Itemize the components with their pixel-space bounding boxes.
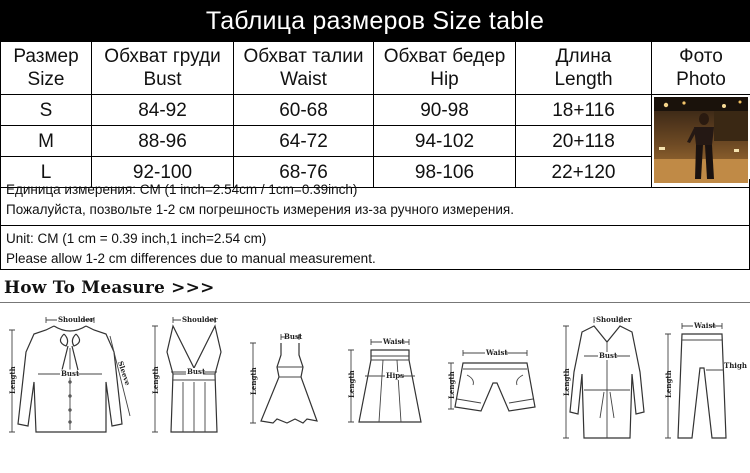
table-row: [1, 126, 750, 157]
unit-note-ru: Единица измерения: CM (1 inch=2.54cm / 1cm=0.39inch): [6, 182, 358, 197]
shoulder-label: Shoulder: [182, 315, 218, 324]
unit-note-en: Unit: CM (1 cm = 0.39 inch,1 inch=2.54 cm): [6, 231, 267, 246]
cell-hip: 90-98: [374, 95, 516, 126]
waist-label: Waist: [694, 321, 716, 330]
cell-hip: 94-102: [374, 126, 516, 157]
cell-size: M: [1, 126, 92, 157]
trousers-icon: [660, 318, 745, 448]
bust-label: Bust: [284, 332, 303, 341]
tolerance-note-ru: Пожалуйста, позвольте 1-2 см погрешность измерения из-за ручного измерения.: [6, 202, 514, 217]
hips-label: Hips: [386, 371, 405, 380]
tolerance-note-en: Please allow 1-2 cm differences due to manual measurement.: [6, 251, 376, 266]
header-photo: Фото Photo: [652, 42, 750, 95]
table-header-row: [1, 42, 750, 95]
shorts-icon: [445, 335, 545, 430]
skirt-icon: [343, 330, 433, 440]
cell-bust: 84-92: [92, 95, 234, 126]
cell-bust: 88-96: [92, 126, 234, 157]
blouse-icon: [6, 312, 136, 442]
cell-hip: 98-106: [374, 157, 516, 188]
model-photo-image: [654, 97, 748, 183]
divider: [0, 302, 750, 303]
coat-icon: [560, 312, 655, 447]
dress-icon: [247, 325, 332, 440]
tank-top-icon: [143, 312, 238, 442]
cell-length: 22+120: [516, 157, 652, 188]
header-length: Длина Length: [516, 42, 652, 95]
length-label: Length: [151, 366, 160, 394]
table-row: [1, 95, 750, 126]
header-bust: Обхват груди Bust: [92, 42, 234, 95]
length-label: Length: [249, 367, 258, 395]
shoulder-label: Shoulder: [58, 315, 94, 324]
how-to-measure-heading: How To Measure >>>: [4, 278, 215, 298]
bust-label: Bust: [187, 367, 206, 376]
page-title: Таблица размеров Size table: [0, 0, 750, 41]
product-photo: [652, 95, 750, 188]
length-label: Length: [447, 371, 456, 399]
cell-waist: 68-76: [234, 157, 374, 188]
length-label: Length: [562, 368, 571, 396]
waist-label: Waist: [486, 348, 508, 357]
notes-russian: [0, 179, 750, 226]
cell-waist: 60-68: [234, 95, 374, 126]
bust-label: Bust: [599, 351, 618, 360]
header-waist: Обхват талии Waist: [234, 42, 374, 95]
waist-label: Waist: [383, 337, 405, 346]
sleeve-label: Sleeve: [116, 359, 133, 387]
thigh-label: Thigh: [724, 361, 747, 370]
cell-length: 18+116: [516, 95, 652, 126]
length-label: Length: [347, 370, 356, 398]
length-label: Length: [8, 366, 17, 394]
cell-bust: 92-100: [92, 157, 234, 188]
cell-length: 20+118: [516, 126, 652, 157]
size-table: [0, 41, 750, 188]
shoulder-label: Shoulder: [596, 315, 632, 324]
cell-waist: 64-72: [234, 126, 374, 157]
header-size: Размер Size: [1, 42, 92, 95]
bust-label: Bust: [61, 369, 80, 378]
length-label: Length: [664, 370, 673, 398]
header-hip: Обхват бедер Hip: [374, 42, 516, 95]
cell-size: L: [1, 157, 92, 188]
notes-english: [0, 226, 750, 270]
cell-size: S: [1, 95, 92, 126]
